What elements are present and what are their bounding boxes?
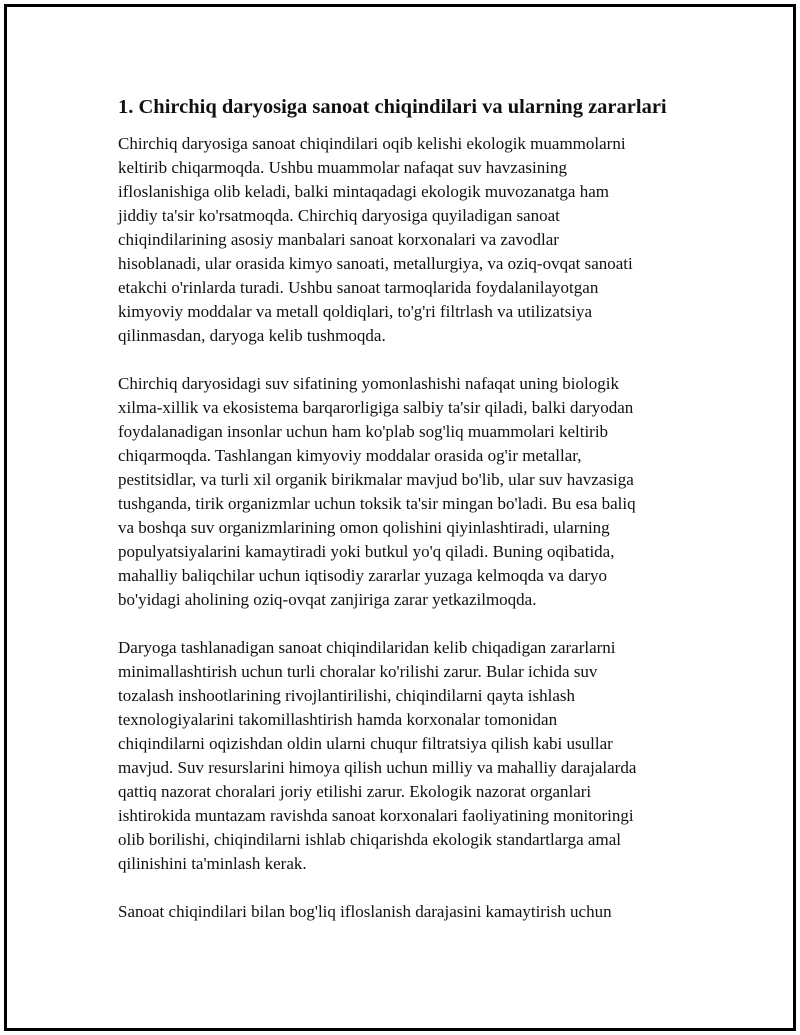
text-line: chiqindilarni oqizishdan oldin ularni chuqur filtratsiya qilish kabi usullar (118, 734, 613, 753)
text-line: Chirchiq daryosiga sanoat chiqindilari oqib kelishi ekologik muammolarni (118, 134, 626, 153)
text-line: va boshqa suv organizmlarining omon qolishini qiyinlashtiradi, ularning (118, 518, 610, 537)
text-line: ifloslanishiga olib keladi, balki mintaqadagi ekologik muvozanatga ham (118, 182, 609, 201)
paragraph-4 (118, 900, 690, 924)
text-line: Chirchiq daryosidagi suv sifatining yomonlashishi nafaqat uning biologik (118, 374, 619, 393)
text-line: texnologiyalarini takomillashtirish hamda korxonalar tomonidan (118, 710, 558, 729)
text-line: chiqarmoqda. Tashlangan kimyoviy moddalar orasida og'ir metallar, (118, 446, 582, 465)
text-line: tushganda, tirik organizmlar uchun toksik ta'sir mingan bo'ladi. Bu esa baliq (118, 494, 636, 513)
text-line: Sanoat chiqindilari bilan bog'liq ifloslanish darajasini kamaytirish uchun (118, 902, 612, 921)
text-line: bo'yidagi aholining oziq-ovqat zanjiriga zarar yetkazilmoqda. (118, 590, 537, 609)
text-line: jiddiy ta'sir ko'rsatmoqda. Chirchiq daryosiga quyiladigan sanoat (118, 206, 560, 225)
text-line: qattiq nazorat choralari joriy etilishi zarur. Ekologik nazorat organlari (118, 782, 592, 801)
text-line: pestitsidlar, va turli xil organik birikmalar mavjud bo'lib, ular suv havzasiga (118, 470, 634, 489)
text-line: keltirib chiqarmoqda. Ushbu muammolar nafaqat suv havzasining (118, 158, 567, 177)
paragraph-3 (118, 636, 690, 876)
document-body (118, 93, 690, 948)
text-line: ishtirokida muntazam ravishda sanoat korxonalari faoliyatining monitoringi (118, 806, 634, 825)
text-line: minimallashtirish uchun turli choralar ko'rilishi zarur. Bular ichida suv (118, 662, 598, 681)
text-line: hisoblanadi, ular orasida kimyo sanoati, metallurgiya, va oziq-ovqat sanoati (118, 254, 633, 273)
text-line: etakchi o'rinlarda turadi. Ushbu sanoat tarmoqlarida foydalanilayotgan (118, 278, 599, 297)
paragraph-2 (118, 372, 690, 612)
section-heading: 1. Chirchiq daryosiga sanoat chiqindilari va ularning zararlari (118, 96, 667, 118)
text-line: mavjud. Suv resurslarini himoya qilish uchun milliy va mahalliy darajalarda (118, 758, 637, 777)
text-line: xilma-xillik va ekosistema barqarorligiga salbiy ta'sir qiladi, balki daryodan (118, 398, 634, 417)
text-line: tozalash inshootlarining rivojlantirilishi, chiqindilarni qayta ishlash (118, 686, 576, 705)
text-line: Daryoga tashlanadigan sanoat chiqindilaridan kelib chiqadigan zararlarni (118, 638, 616, 657)
text-line: qilinishini ta'minlash kerak. (118, 854, 307, 873)
text-line: olib borilishi, chiqindilarni ishlab chiqarishda ekologik standartlarga amal (118, 830, 621, 849)
text-line: qilinmasdan, daryoga kelib tushmoqda. (118, 326, 386, 345)
text-line: chiqindilarining asosiy manbalari sanoat korxonalari va zavodlar (118, 230, 559, 249)
text-line: mahalliy baliqchilar uchun iqtisodiy zararlar yuzaga kelmoqda va daryo (118, 566, 608, 585)
paragraph-1 (118, 132, 690, 348)
text-line: populyatsiyalarini kamaytiradi yoki butkul yo'q qiladi. Buning oqibatida, (118, 542, 615, 561)
text-line: foydalanadigan insonlar uchun ham ko'plab sog'liq muammolari keltirib (118, 422, 609, 441)
text-line: kimyoviy moddalar va metall qoldiqlari, to'g'ri filtrlash va utilizatsiya (118, 302, 592, 321)
